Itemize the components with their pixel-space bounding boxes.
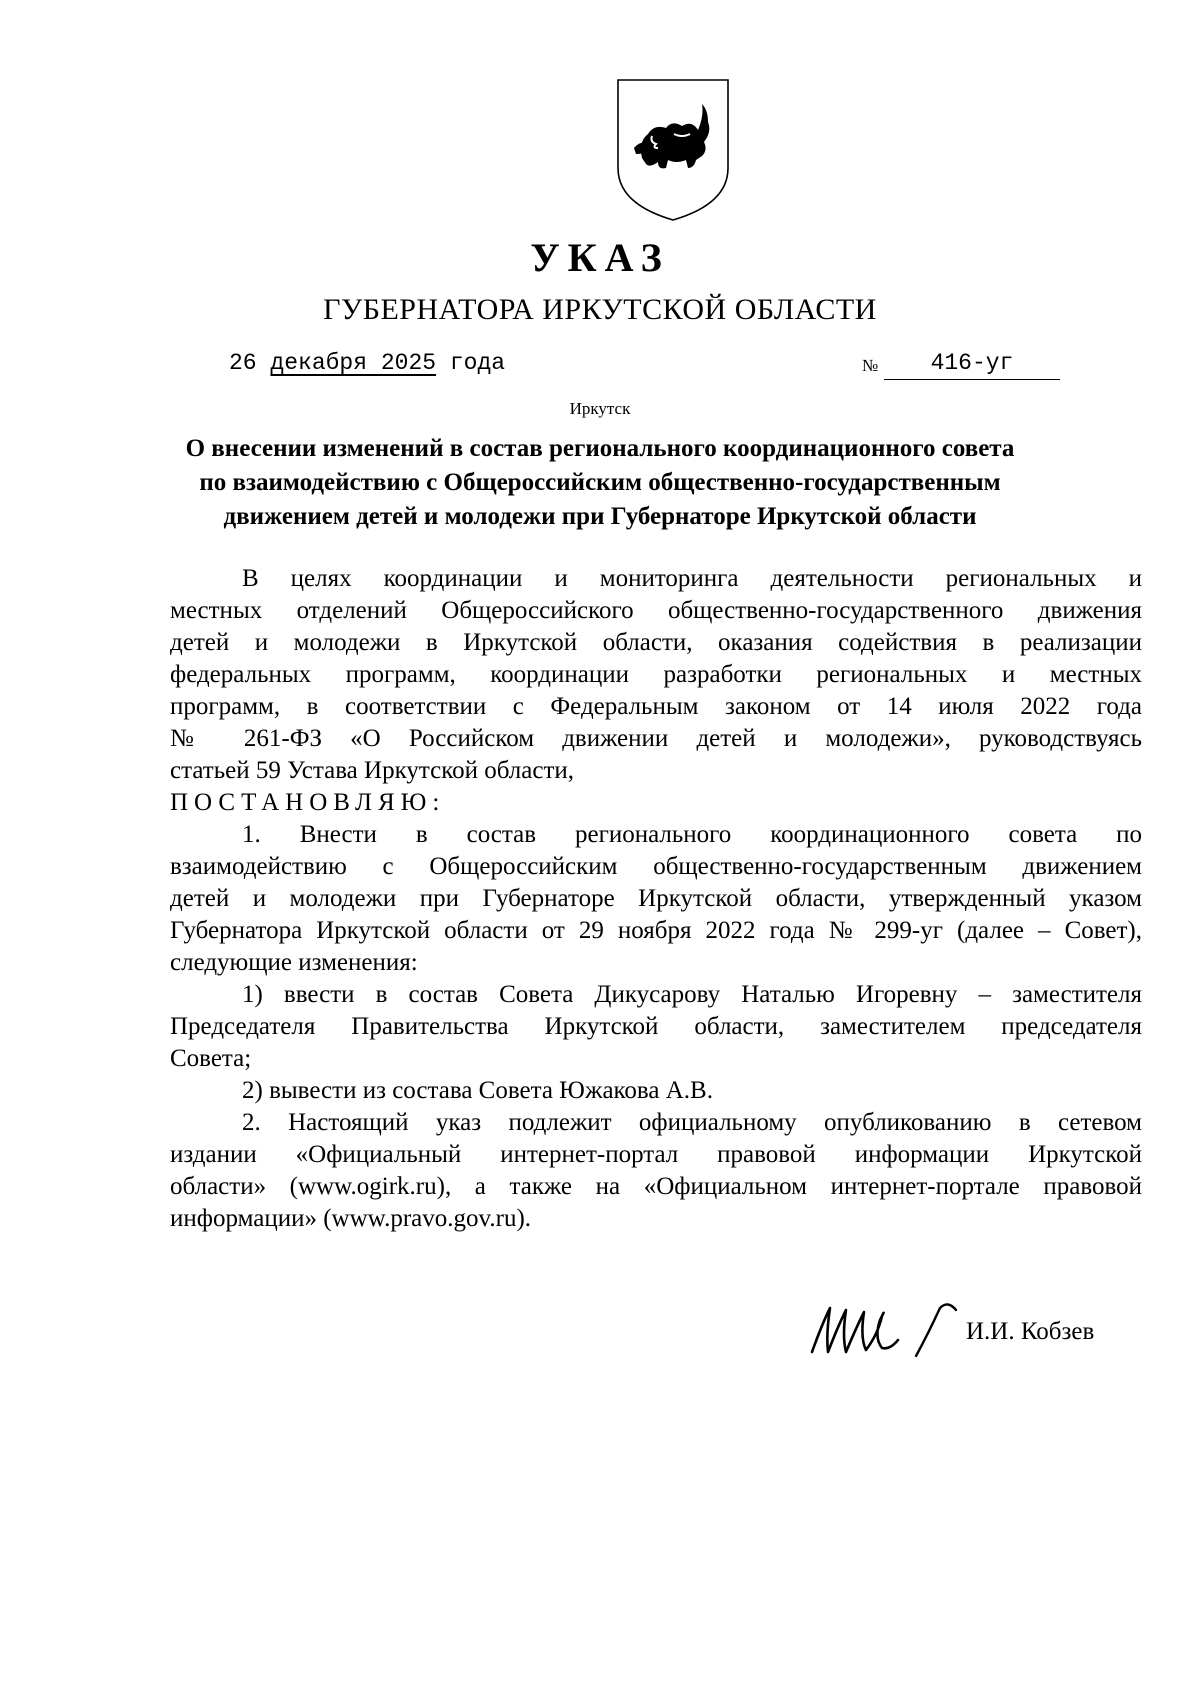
- body-line: программ, в соответствии с Федеральным законом от 14 июля 2022 года: [170, 693, 1142, 720]
- body-line: 2) вывести из состава Совета Южакова А.В.: [242, 1077, 713, 1104]
- body-line: статьей 59 Устава Иркутской области,: [170, 757, 575, 784]
- heading-line: движением детей и молодежи при Губернаторе Иркутской области: [223, 503, 977, 530]
- body-line: следующие изменения:: [170, 949, 418, 976]
- body-line: федеральных программ, координации разработки региональных и местных: [170, 661, 1142, 688]
- body-line: № 261-ФЗ «О Российском движении детей и молодежи», руководствуясь: [170, 725, 1142, 752]
- heading-line: О внесении изменений в состав регионального координационного совета: [185, 435, 1015, 462]
- body-line: детей и молодежи в Иркутской области, оказания содействия в реализации: [170, 629, 1142, 656]
- body-line: 1. Внести в состав регионального координационного совета по: [242, 821, 1142, 848]
- decree-issuer: ГУБЕРНАТОРА ИРКУТСКОЙ ОБЛАСТИ: [323, 293, 877, 326]
- heading-line: по взаимодействию с Общероссийским общественно-государственным: [199, 469, 1001, 496]
- body-line: местных отделений Общероссийского общественно-государственного движения: [170, 597, 1142, 624]
- body-line: информации» (www.pravo.gov.ru).: [170, 1205, 532, 1232]
- number-underline: [884, 379, 1060, 380]
- signer-name: И.И. Кобзев: [966, 1318, 1095, 1345]
- number-mark: №: [862, 356, 879, 375]
- subitem-2-paragraph: [170, 1075, 1142, 1107]
- preamble-paragraph: [170, 563, 1142, 787]
- body-line: В целях координации и мониторинга деятельности региональных и: [242, 565, 1142, 592]
- item-2-paragraph: [170, 1107, 1142, 1235]
- date-month-year: декабря 2025: [270, 350, 437, 376]
- body-line: детей и молодежи при Губернаторе Иркутской области, утвержденный указом: [170, 885, 1142, 912]
- date-suffix: года: [449, 350, 506, 376]
- body-line: 1) ввести в состав Совета Дикусарову Наталью Игоревну – заместителя: [242, 981, 1142, 1008]
- decree-heading: [150, 432, 1050, 534]
- decree-word: ПОСТАНОВЛЯЮ:: [170, 789, 446, 816]
- decree-title: УКАЗ: [530, 235, 670, 280]
- body-line: Председателя Правительства Иркутской области, заместителем председателя: [170, 1013, 1142, 1040]
- body-line: Губернатора Иркутской области от 29 ноября 2022 года № 299-уг (далее – Совет),: [170, 917, 1142, 944]
- body-line: 2. Настоящий указ подлежит официальному опубликованию в сетевом: [242, 1109, 1142, 1136]
- date-day: 26: [229, 350, 257, 376]
- handwritten-signature-icon: [808, 1294, 958, 1364]
- body-line: издании «Официальный интернет-портал правовой информации Иркутской: [170, 1141, 1142, 1168]
- decree-body: [170, 563, 1142, 1235]
- decree-city: Иркутск: [569, 399, 631, 418]
- decree-number: 416-уг: [930, 350, 1014, 376]
- body-line: взаимодействию с Общероссийским общественно-государственным движением: [170, 853, 1142, 880]
- decree-date: [229, 348, 505, 378]
- subitem-1-paragraph: [170, 979, 1142, 1075]
- item-1-paragraph: [170, 819, 1142, 979]
- irkutsk-coat-of-arms-icon: [612, 76, 734, 224]
- body-line: Совета;: [170, 1045, 252, 1072]
- body-line: области» (www.ogirk.ru), а также на «Официальном интернет-портале правовой: [170, 1173, 1142, 1200]
